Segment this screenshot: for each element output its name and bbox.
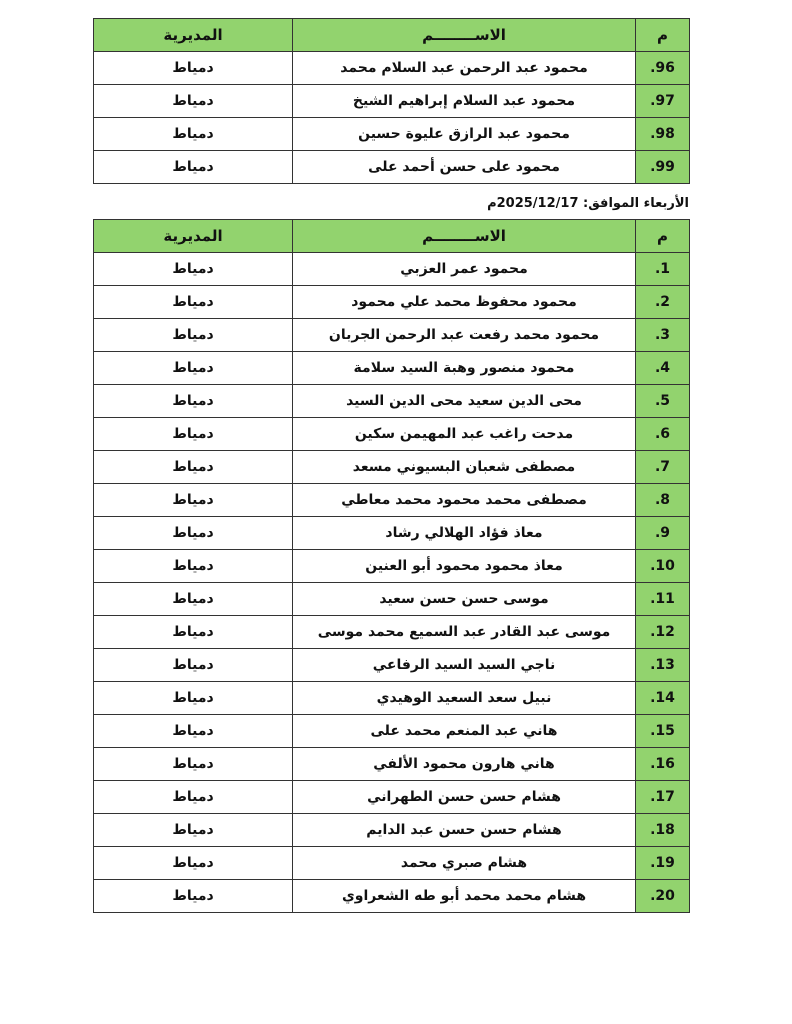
row-directorate: دمياط — [94, 847, 293, 880]
row-number: 6. — [636, 418, 690, 451]
column-header-number: م — [636, 19, 690, 52]
column-header-name: الاســــــــم — [293, 19, 636, 52]
row-number: 4. — [636, 352, 690, 385]
row-number: 2. — [636, 286, 690, 319]
row-directorate: دمياط — [94, 418, 293, 451]
table-row — [94, 151, 690, 184]
roster-table-2 — [93, 219, 690, 913]
row-name: محمود محفوظ محمد علي محمود — [293, 286, 636, 319]
row-name: محى الدين سعيد محى الدين السيد — [293, 385, 636, 418]
row-name: مصطفى محمد محمود محمد معاطي — [293, 484, 636, 517]
table-row — [94, 319, 690, 352]
row-name: نبيل سعد السعيد الوهيدي — [293, 682, 636, 715]
row-number: 9. — [636, 517, 690, 550]
row-number: 10. — [636, 550, 690, 583]
row-number: 98. — [636, 118, 690, 151]
table-row — [94, 286, 690, 319]
table-row — [94, 418, 690, 451]
table-row — [94, 814, 690, 847]
row-number: 5. — [636, 385, 690, 418]
row-name: هشام حسن حسن عبد الدايم — [293, 814, 636, 847]
table-header-row — [94, 220, 690, 253]
table-body — [94, 253, 690, 913]
row-number: 13. — [636, 649, 690, 682]
table-row — [94, 253, 690, 286]
table-row — [94, 880, 690, 913]
row-number: 11. — [636, 583, 690, 616]
row-directorate: دمياط — [94, 814, 293, 847]
row-number: 7. — [636, 451, 690, 484]
column-header-directorate: المديرية — [94, 19, 293, 52]
row-name: موسى حسن حسن سعيد — [293, 583, 636, 616]
row-name: محمود على حسن أحمد على — [293, 151, 636, 184]
column-header-name: الاســــــــم — [293, 220, 636, 253]
row-name: محمود منصور وهبة السيد سلامة — [293, 352, 636, 385]
row-directorate: دمياط — [94, 85, 293, 118]
row-directorate: دمياط — [94, 385, 293, 418]
table-row — [94, 715, 690, 748]
row-number: 19. — [636, 847, 690, 880]
table-row — [94, 517, 690, 550]
row-directorate: دمياط — [94, 583, 293, 616]
row-directorate: دمياط — [94, 151, 293, 184]
row-directorate: دمياط — [94, 352, 293, 385]
table-row — [94, 847, 690, 880]
row-number: 20. — [636, 880, 690, 913]
row-directorate: دمياط — [94, 484, 293, 517]
row-name: ناجي السيد السيد الرفاعي — [293, 649, 636, 682]
row-name: هشام حسن حسن الطهراني — [293, 781, 636, 814]
column-header-directorate: المديرية — [94, 220, 293, 253]
row-name: محمود عبد الرحمن عبد السلام محمد — [293, 52, 636, 85]
row-directorate: دمياط — [94, 451, 293, 484]
row-name: مدحت راغب عبد المهيمن سكين — [293, 418, 636, 451]
row-directorate: دمياط — [94, 649, 293, 682]
row-directorate: دمياط — [94, 550, 293, 583]
table-row — [94, 85, 690, 118]
row-name: محمود محمد رفعت عبد الرحمن الجربان — [293, 319, 636, 352]
row-directorate: دمياط — [94, 748, 293, 781]
row-directorate: دمياط — [94, 781, 293, 814]
table-row — [94, 649, 690, 682]
row-number: 1. — [636, 253, 690, 286]
row-name: محمود عمر العزبي — [293, 253, 636, 286]
row-name: هشام صبري محمد — [293, 847, 636, 880]
table-body — [94, 52, 690, 184]
row-directorate: دمياط — [94, 880, 293, 913]
row-number: 14. — [636, 682, 690, 715]
row-number: 16. — [636, 748, 690, 781]
row-directorate: دمياط — [94, 616, 293, 649]
roster-table-1 — [93, 18, 690, 184]
table-row — [94, 583, 690, 616]
table-row — [94, 118, 690, 151]
row-directorate: دمياط — [94, 682, 293, 715]
table-row — [94, 550, 690, 583]
row-name: معاذ محمود محمود أبو العنين — [293, 550, 636, 583]
row-number: 96. — [636, 52, 690, 85]
row-name: هشام محمد محمد أبو طه الشعراوي — [293, 880, 636, 913]
row-number: 15. — [636, 715, 690, 748]
session-date: الأربعاء الموافق: 2025/12/17م — [487, 196, 689, 211]
row-number: 18. — [636, 814, 690, 847]
table-header-row — [94, 19, 690, 52]
row-directorate: دمياط — [94, 319, 293, 352]
table-row — [94, 616, 690, 649]
table-row — [94, 352, 690, 385]
row-directorate: دمياط — [94, 286, 293, 319]
row-number: 99. — [636, 151, 690, 184]
row-directorate: دمياط — [94, 118, 293, 151]
column-header-number: م — [636, 220, 690, 253]
row-directorate: دمياط — [94, 517, 293, 550]
table-row — [94, 451, 690, 484]
row-name: موسى عبد القادر عبد السميع محمد موسى — [293, 616, 636, 649]
row-number: 12. — [636, 616, 690, 649]
row-number: 8. — [636, 484, 690, 517]
row-number: 3. — [636, 319, 690, 352]
table-row — [94, 484, 690, 517]
row-name: هاني عبد المنعم محمد على — [293, 715, 636, 748]
row-directorate: دمياط — [94, 253, 293, 286]
row-directorate: دمياط — [94, 715, 293, 748]
row-number: 97. — [636, 85, 690, 118]
row-directorate: دمياط — [94, 52, 293, 85]
table-row — [94, 52, 690, 85]
row-name: محمود عبد السلام إبراهيم الشيخ — [293, 85, 636, 118]
row-name: محمود عبد الرازق عليوة حسين — [293, 118, 636, 151]
table-row — [94, 781, 690, 814]
table-row — [94, 748, 690, 781]
table-row — [94, 385, 690, 418]
row-name: هاني هارون محمود الألفي — [293, 748, 636, 781]
row-number: 17. — [636, 781, 690, 814]
row-name: معاذ فؤاد الهلالي رشاد — [293, 517, 636, 550]
row-name: مصطفى شعبان البسيوني مسعد — [293, 451, 636, 484]
table-row — [94, 682, 690, 715]
